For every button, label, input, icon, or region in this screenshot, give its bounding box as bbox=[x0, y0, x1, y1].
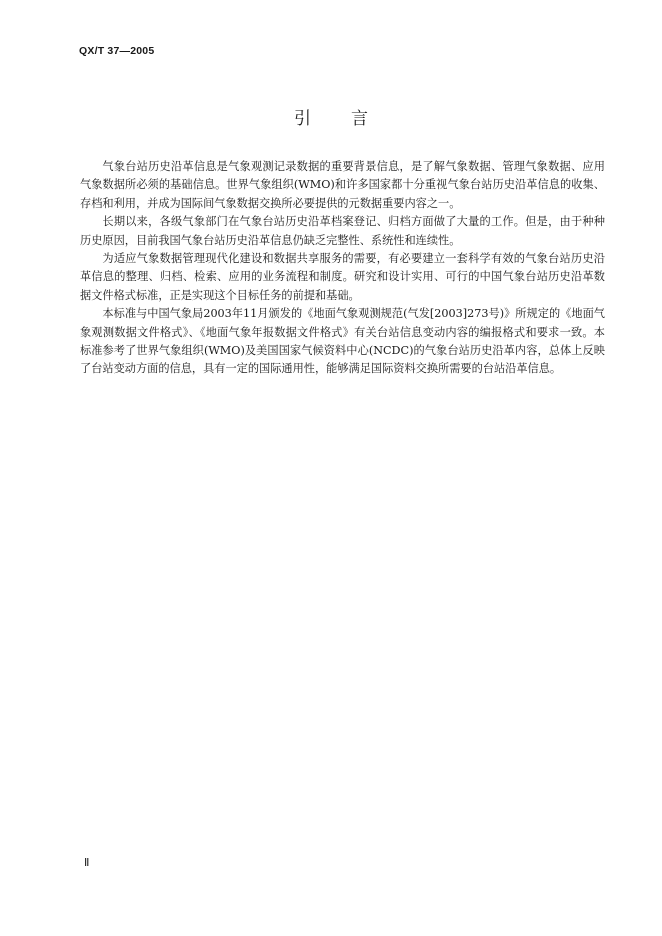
page-title: 引言 bbox=[294, 109, 408, 129]
page-number: Ⅱ bbox=[84, 857, 90, 869]
paragraph: 为适应气象数据管理现代化建设和数据共享服务的需要，有必要建立一套科学有效的气象台站历史沿革信息的整理、归档、检索、应用的业务流程和制度。研究和设计实用、可行的中国气象台站历史沿革数据文件格式标准，正是实现这个目标任务的前提和基础。 bbox=[80, 252, 605, 302]
paragraph: 长期以来，各级气象部门在气象台站历史沿革档案登记、归档方面做了大量的工作。但是，由于种种历史原因，目前我国气象台站历史沿革信息仍缺乏完整性、系统性和连续性。 bbox=[80, 215, 605, 247]
paragraph: 气象台站历史沿革信息是气象观测记录数据的重要背景信息，是了解气象数据、管理气象数据、应用气象数据所必须的基础信息。世界气象组织(WMO)和许多国家都十分重视气象台站历史沿革信息的收集、存档和利用，并成为国际间气象数据交换所必要提供的元数据重要内容之一。 bbox=[80, 160, 605, 210]
document-code: QX/T 37—2005 bbox=[79, 45, 155, 57]
body-text bbox=[80, 158, 605, 379]
paragraph: 本标准与中国气象局2003年11月颁发的《地面气象观测规范(气发[2003]273号)》所规定的《地面气象观测数据文件格式》、《地面气象年报数据文件格式》有关台站信息变动内容的编报格式和要求一致。本标准参考了世界气象组织(WMO)及美国国家气候资料中心(NCDC)的气象台站历史沿革内容，总体上反映了台站变动方面的信息，具有一定的国际通用性，能够满足国际资料交换所需要的台站沿革信息。 bbox=[80, 307, 605, 376]
